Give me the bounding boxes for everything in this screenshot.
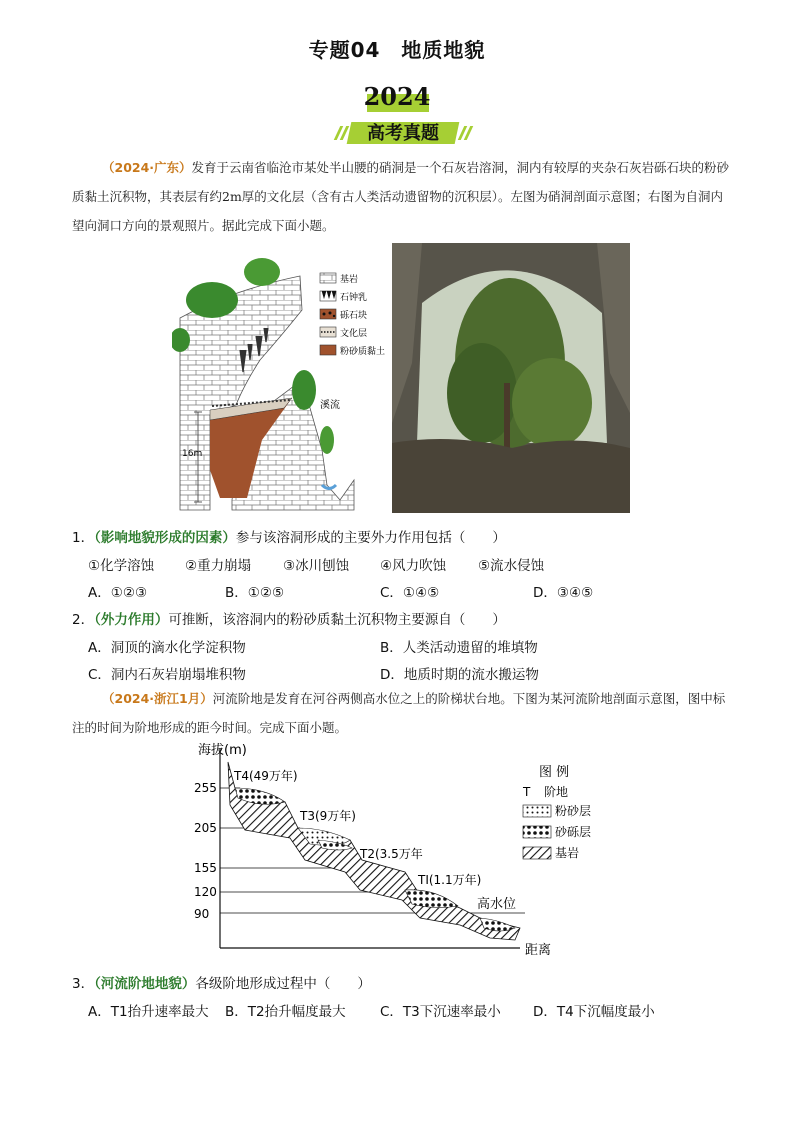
year-heading: 2024 (363, 82, 431, 111)
legend-gravel: 砾石块 (340, 311, 368, 321)
y-tick-120: 120 (194, 885, 217, 899)
q1-option-c[interactable]: C．①④⑤ (380, 585, 440, 601)
legend-terrace: 阶地 (544, 785, 569, 799)
question-1-text: 参与该溶洞形成的主要外力作用包括（ ） (235, 530, 506, 546)
legend-silty-clay: 粉砂质黏土 (340, 347, 386, 357)
q1-item-4: ④风力吹蚀 (380, 558, 447, 574)
stream-label: 溪流 (320, 400, 340, 411)
legend-gravel-layer: 砂砾层 (555, 825, 592, 839)
cave-photo (392, 243, 630, 513)
y-tick-155: 155 (194, 861, 217, 875)
question-2-stem (72, 608, 506, 628)
terrace-t2-label: T2(3.5万年 (360, 847, 423, 861)
question-1-stem (72, 526, 506, 546)
question-2-tag: （外力作用） (94, 612, 169, 628)
q1-item-3: ③冰川刨蚀 (283, 558, 350, 574)
passage-2 (72, 684, 732, 742)
passage-2-text: 河流阶地是发育在河谷两侧高水位之上的阶梯状台地。下图为某河流阶地剖面示意图，图中标注的时间为阶地形成的距今时间。完成下面小题。 (72, 691, 726, 735)
q1-option-a[interactable]: A．①②③ (88, 585, 148, 601)
q2-option-d[interactable]: D．地质时期的流水搬运物 (380, 667, 539, 683)
question-2-text: 可推断，该溶洞内的粉砂质黏土沉积物主要源自（ ） (168, 612, 506, 628)
cave-legend (320, 273, 385, 357)
q1-item-1: ①化学溶蚀 (88, 558, 155, 574)
y-tick-90: 90 (194, 907, 210, 921)
banner-label: 高考真题 (367, 123, 439, 144)
cave-section-diagram (172, 240, 396, 514)
passage-1-source: （2024·广东） (102, 160, 192, 175)
q2-option-b[interactable]: B．人类活动遗留的堆填物 (380, 640, 538, 656)
y-tick-255: 255 (194, 781, 217, 795)
legend-stalactite: 石钟乳 (340, 293, 368, 303)
passage-1-text: 发育于云南省临沧市某处半山腰的硝洞是一个石灰岩溶洞，洞内有较厚的夹杂石灰岩砾石块的粉砂质黏土沉积物，其表层有约2m厚的文化层（含有古人类活动遗留物的沉积层）。左图为硝洞剖面示意图；右图为自洞内望向洞口方向的景观照片。据此完成下面小题。 (72, 160, 730, 233)
legend-bedrock: 基岩 (555, 846, 580, 860)
q2-option-a[interactable]: A．洞顶的滴水化学淀积物 (88, 640, 246, 656)
legend-silt: 粉砂层 (555, 804, 592, 818)
page-title: 专题04 地质地貌 (308, 38, 486, 62)
question-3-number: 3． (72, 976, 95, 992)
q3-option-a[interactable]: A．T1抬升速率最大 (88, 1004, 209, 1020)
q1-option-d[interactable]: D．③④⑤ (533, 585, 594, 601)
q3-option-c[interactable]: C．T3下沉速率最小 (380, 1004, 501, 1020)
question-3-tag: （河流阶地地貌） (94, 976, 196, 992)
q1-item-2: ②重力崩塌 (185, 558, 252, 574)
q3-option-d[interactable]: D．T4下沉幅度最小 (533, 1004, 655, 1020)
y-axis-label: 海拔(m) (198, 743, 247, 758)
question-1-tag: （影响地貌形成的因素） (94, 530, 236, 546)
legend-bedrock: 基岩 (340, 275, 359, 285)
x-axis-label: 距离 (525, 943, 552, 958)
terrace-t1-label: TI(1.1万年) (418, 873, 482, 887)
y-tick-205: 205 (194, 821, 217, 835)
high-water-label: 高水位 (477, 897, 517, 912)
terrace-legend (522, 765, 591, 860)
q3-option-b[interactable]: B．T2抬升幅度最大 (225, 1004, 346, 1020)
passage-2-source: （2024·浙江1月） (102, 691, 213, 706)
question-1-number: 1． (72, 530, 95, 546)
q1-option-b[interactable]: B．①②⑤ (225, 585, 285, 601)
legend-culture-layer: 文化层 (340, 329, 368, 339)
question-3-text: 各级阶地形成过程中（ ） (195, 976, 371, 992)
q2-option-c[interactable]: C．洞内石灰岩崩塌堆积物 (88, 667, 246, 683)
terrace-t4-label: T4(49万年) (234, 769, 298, 783)
question-3-stem (72, 972, 371, 992)
q1-item-5: ⑤流水侵蚀 (478, 558, 545, 574)
terrace-t3-label: T3(9万年) (300, 809, 356, 823)
legend-t-symbol: T (523, 785, 531, 799)
passage-1 (72, 153, 732, 240)
height-label: 16m (182, 449, 203, 459)
section-banner (335, 118, 471, 144)
legend-title: 图 例 (539, 765, 570, 780)
question-2-number: 2． (72, 612, 95, 628)
river-terrace-diagram (190, 740, 610, 958)
